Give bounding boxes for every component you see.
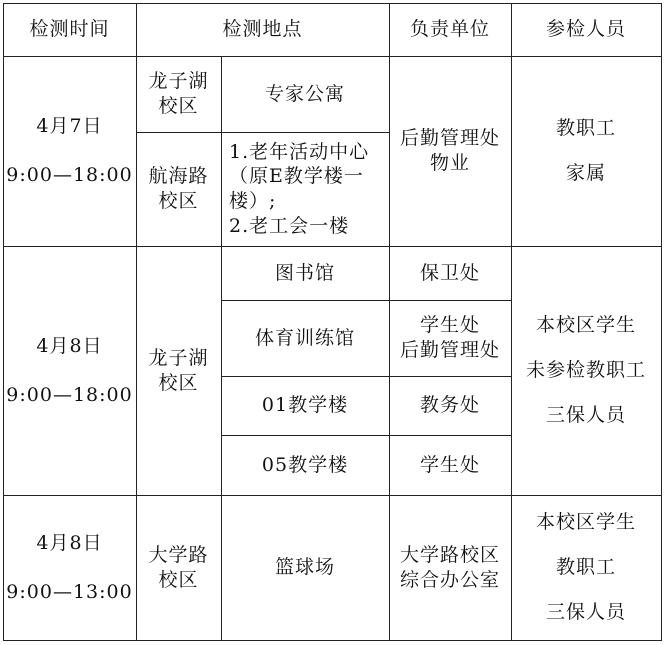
g2-unit-4 [389, 435, 511, 495]
g2-unit-1 [389, 246, 511, 300]
g3-unit [389, 495, 511, 640]
g2-place-4 [221, 435, 389, 495]
g3-people [511, 495, 661, 640]
g1-place-a-text: 专家公寓 [264, 82, 345, 105]
g2-unit-2-l2: 后勤管理处 [399, 339, 500, 361]
g1-time: 9:00—18:00 [6, 164, 133, 186]
g2-unit-1-text: 保卫处 [419, 261, 480, 284]
g1-campus-b-l1: 航海路 [148, 165, 209, 188]
g3-campus [136, 495, 221, 640]
g2-unit-2 [389, 300, 511, 376]
header-people-text: 参检人员 [545, 18, 626, 41]
header-time [3, 3, 136, 56]
g1-unit-l2: 物业 [429, 152, 470, 174]
g2-unit-3 [389, 376, 511, 435]
g2-place-3 [221, 376, 389, 435]
g3-unit-l2: 综合办公室 [399, 568, 500, 591]
g3-time: 9:00—13:00 [6, 580, 133, 603]
g2-place-4-text: 05教学楼 [261, 453, 349, 476]
header-unit-text: 负责单位 [409, 18, 490, 41]
g3-place [221, 495, 389, 640]
g1-people [511, 56, 661, 246]
g3-place-text: 篮球场 [274, 556, 335, 579]
g2-campus-l1: 龙子湖 [148, 346, 209, 369]
g2-people-l1: 本校区学生 [535, 314, 636, 336]
g2-place-2 [221, 300, 389, 376]
g2-campus [136, 246, 221, 495]
g3-campus-l1: 大学路 [148, 543, 209, 566]
g1-place-b-l2: （原E教学楼一 [229, 165, 364, 188]
table-border-bottom [3, 640, 662, 641]
g1-place-b-l3: 楼）; [229, 190, 277, 212]
header-location-text: 检测地点 [222, 18, 303, 41]
g1-campus-b [136, 132, 221, 246]
g3-people-l3: 三保人员 [545, 601, 626, 623]
g1-place-a [221, 56, 389, 132]
g2-people [511, 246, 661, 495]
g2-datetime [3, 246, 136, 495]
header-people [511, 3, 661, 56]
g1-unit-l1: 后勤管理处 [399, 127, 500, 150]
g1-unit [389, 56, 511, 246]
g1-place-b [221, 132, 389, 246]
g1-date: 4月7日 [36, 115, 103, 138]
g1-campus-a-l2: 校区 [158, 95, 199, 117]
g1-place-b-l4: 2.老工会一楼 [229, 214, 350, 237]
g1-people-l2: 家属 [565, 162, 606, 184]
g1-people-l1: 教职工 [555, 117, 616, 140]
g2-date: 4月8日 [36, 334, 103, 357]
g2-unit-4-text: 学生处 [419, 453, 480, 476]
g1-campus-a [136, 56, 221, 132]
g2-place-2-text: 体育训练馆 [254, 326, 355, 349]
header-location [136, 3, 389, 56]
g3-people-l1: 本校区学生 [535, 511, 636, 533]
g2-unit-2-l1: 学生处 [419, 314, 480, 337]
g1-datetime [3, 56, 136, 246]
g2-people-l2: 未参检教职工 [525, 359, 646, 381]
header-time-text: 检测时间 [29, 18, 110, 41]
g3-unit-l1: 大学路校区 [399, 543, 500, 566]
g2-unit-3-text: 教务处 [419, 394, 480, 417]
g3-date: 4月8日 [36, 531, 103, 554]
g2-time: 9:00—18:00 [6, 383, 133, 406]
g3-people-l2: 教职工 [555, 556, 616, 578]
g3-datetime [3, 495, 136, 640]
g1-campus-b-l2: 校区 [158, 190, 199, 212]
g2-people-l3: 三保人员 [545, 404, 626, 426]
g1-campus-a-l1: 龙子湖 [148, 70, 209, 93]
g3-campus-l2: 校区 [158, 568, 199, 591]
g2-place-1 [221, 246, 389, 300]
header-unit [389, 3, 511, 56]
g2-place-3-text: 01教学楼 [261, 394, 349, 417]
g2-campus-l2: 校区 [158, 371, 199, 394]
g2-place-1-text: 图书馆 [274, 261, 335, 284]
g1-place-b-l1: 1.老年活动中心 [229, 140, 370, 163]
table-border-right [661, 3, 662, 641]
